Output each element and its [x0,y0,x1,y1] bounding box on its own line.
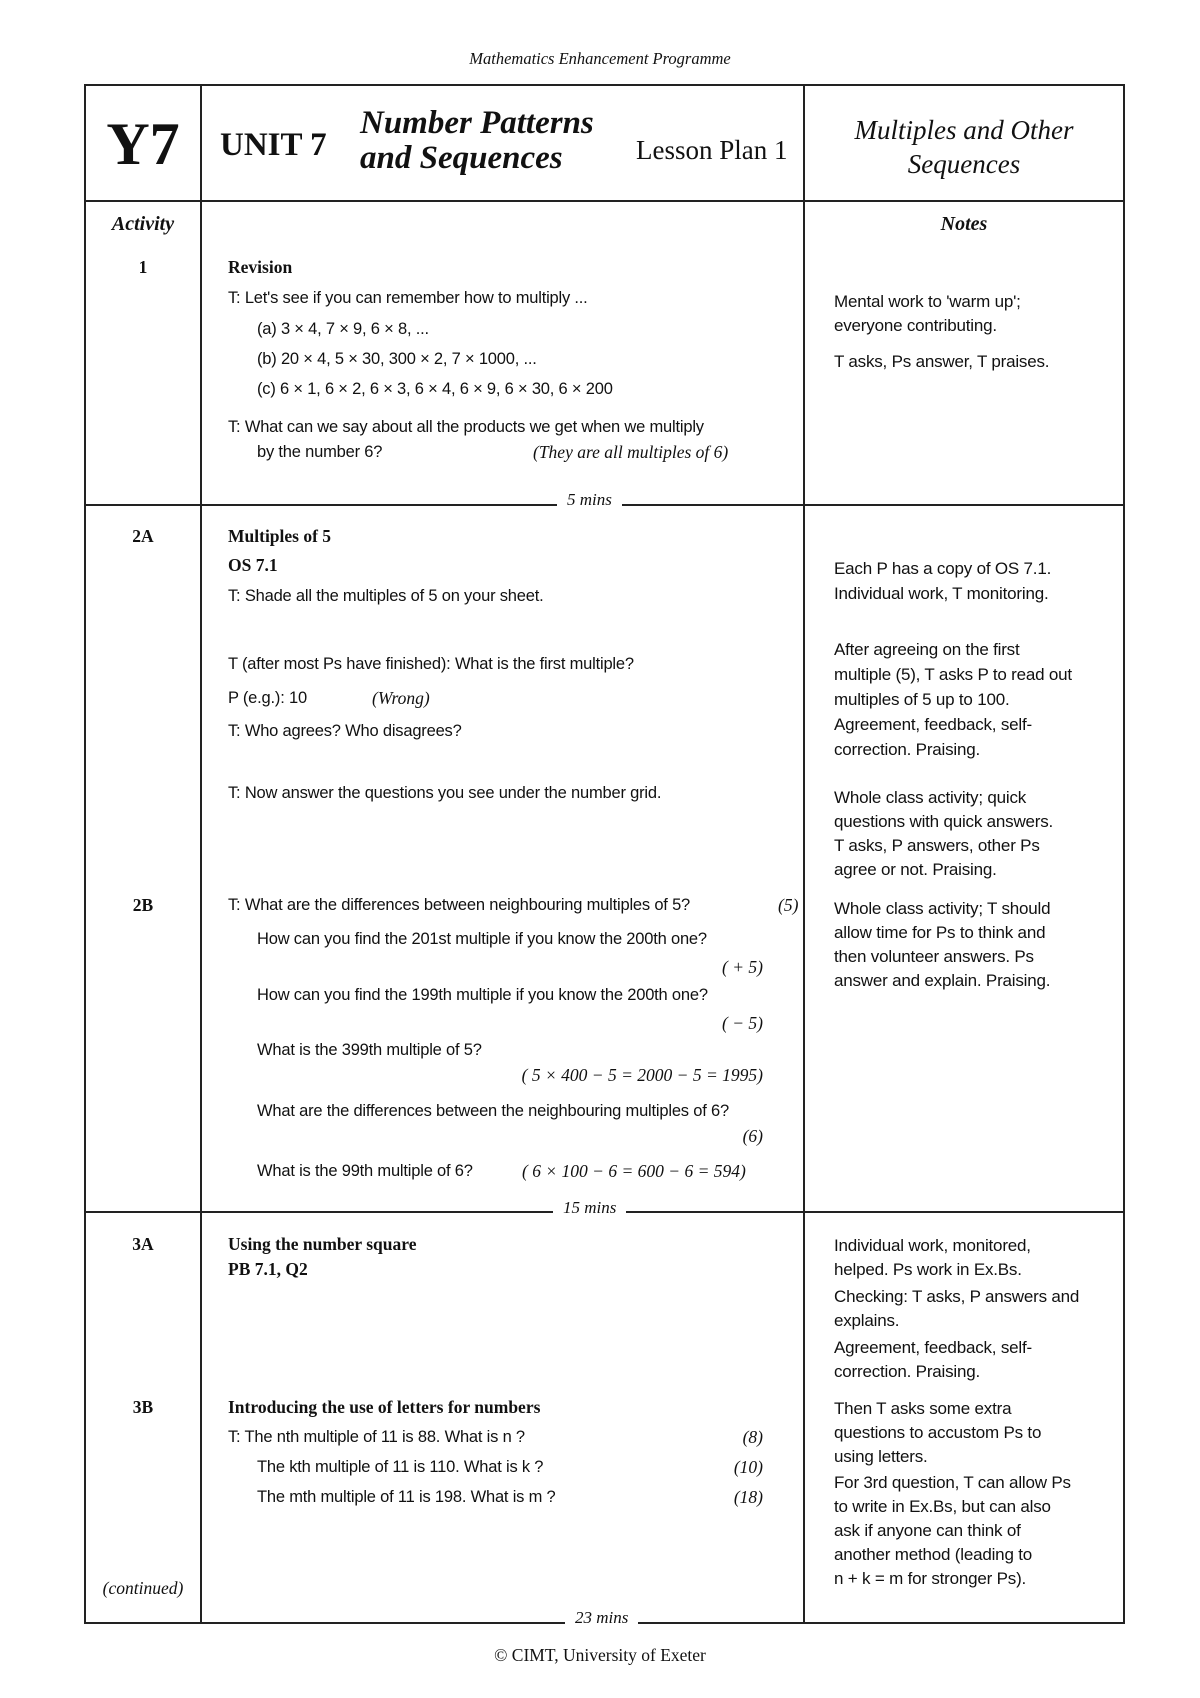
note-line: helped. Ps work in Ex.Bs. [834,1260,1022,1279]
banner-bottom-border [84,200,1125,202]
note-line: After agreeing on the first [834,640,1020,659]
teacher-question: The kth multiple of 11 is 110. What is k ? [257,1458,544,1476]
table-left-border [84,84,86,1623]
teacher-prompt: T: Let's see if you can remember how to multiply ... [228,289,588,307]
topic-line1: Multiples and Other [854,115,1074,145]
year-label: Y7 [106,111,180,177]
note-line: n + k = m for stronger Ps). [834,1569,1027,1588]
note-line: then volunteer answers. Ps [834,947,1034,966]
section-title: Revision [228,257,293,277]
teacher-question: How can you find the 199th multiple if you know the 200th one? [257,986,708,1004]
footer: © CIMT, University of Exeter [494,1645,706,1665]
exercise-b: (b) 20 × 4, 5 × 30, 300 × 2, 7 × 1000, ... [257,350,537,368]
activity-number: 2A [132,526,154,546]
note-line: another method (leading to [834,1545,1032,1564]
notes-header: Notes [940,213,988,235]
lesson-label: Lesson Plan 1 [636,135,788,165]
note-line: Each P has a copy of OS 7.1. [834,559,1052,578]
section-title: Using the number square [228,1234,417,1254]
teacher-prompt: T (after most Ps have finished): What is the first multiple? [228,655,634,673]
note-line: multiples of 5 up to 100. [834,690,1010,709]
teacher-question: How can you find the 201st multiple if you know the 200th one? [257,930,707,948]
note-line: questions with quick answers. [834,812,1054,831]
expected-answer: (10) [733,1457,763,1477]
teacher-question: What are the differences between the neighbouring multiples of 6? [257,1102,729,1120]
expected-answer: ( 5 × 400 − 5 = 2000 − 5 = 1995) [521,1065,763,1085]
teacher-question: T: What are the differences between neighbouring multiples of 5? [228,896,691,914]
note-line: Whole class activity; T should [834,899,1051,918]
note-line: Individual work, monitored, [834,1236,1031,1255]
teacher-question: What is the 399th multiple of 5? [257,1041,482,1059]
note-line: explains. [834,1311,900,1330]
unit-label: UNIT 7 [220,127,327,163]
unit-title-line2: and Sequences [360,140,563,176]
activity-number: 3B [132,1397,154,1417]
note-line: correction. Praising. [834,740,981,759]
exercise-a: (a) 3 × 4, 7 × 9, 6 × 8, ... [257,320,429,338]
expected-answer: (6) [742,1126,763,1146]
note-line: answer and explain. Praising. [834,971,1051,990]
activity-header: Activity [111,213,175,235]
activity-number: 1 [138,257,148,277]
note-line: For 3rd question, T can allow Ps [834,1473,1071,1492]
activity-number: 3A [132,1234,154,1254]
note-line: using letters. [834,1447,928,1466]
note-line: agree or not. Praising. [834,860,997,879]
exercise-c: (c) 6 × 1, 6 × 2, 6 × 3, 6 × 4, 6 × 9, 6 × 30, 6 × 200 [257,380,613,398]
unit-title-line1: Number Patterns [360,105,594,141]
resource-label: OS 7.1 [228,555,278,575]
table-right-border [1123,84,1125,1623]
resource-label: PB 7.1, Q2 [228,1259,308,1279]
time-marker: 23 mins [565,1608,638,1628]
activity-number: 2B [132,895,154,915]
pupil-response-note: (Wrong) [372,688,430,708]
teacher-prompt: T: Now answer the questions you see under the number grid. [228,784,662,802]
teacher-question: What is the 99th multiple of 6? [257,1162,473,1180]
teacher-question: T: The nth multiple of 11 is 88. What is n ? [228,1428,525,1446]
activity-column-divider [200,84,202,1623]
note-line: Mental work to 'warm up'; [834,292,1021,311]
teacher-question-line2: by the number 6? [257,443,383,461]
note-line: everyone contributing. [834,316,997,335]
note-line: Agreement, feedback, self- [834,715,1032,734]
teacher-question: The mth multiple of 11 is 198. What is m ? [257,1488,556,1506]
section-title: Multiples of 5 [228,526,332,546]
note-line: Then T asks some extra [834,1399,1012,1418]
continued-label: (continued) [102,1578,184,1598]
note-line: Checking: T asks, P answers and [834,1287,1080,1306]
expected-answer: (They are all multiples of 6) [533,442,729,462]
time-marker: 15 mins [553,1198,626,1218]
note-line: Agreement, feedback, self- [834,1338,1032,1357]
note-line: correction. Praising. [834,1362,981,1381]
note-line: T asks, P answers, other Ps [834,836,1040,855]
expected-answer: ( − 5) [722,1013,763,1033]
expected-answer: (8) [742,1427,763,1447]
running-header: Mathematics Enhancement Programme [469,49,731,68]
note-line: to write in Ex.Bs, but can also [834,1497,1051,1516]
note-line: questions to accustom Ps to [834,1423,1042,1442]
expected-answer: (5) [778,895,799,915]
section-title: Introducing the use of letters for numbers [228,1397,541,1417]
expected-answer: ( 6 × 100 − 6 = 600 − 6 = 594) [522,1161,746,1181]
teacher-question-line1: T: What can we say about all the products we get when we multiply [228,418,704,436]
note-line: multiple (5), T asks P to read out [834,665,1072,684]
time-marker: 5 mins [557,490,622,510]
note-line: ask if anyone can think of [834,1521,1021,1540]
note-line: Whole class activity; quick [834,788,1027,807]
expected-answer: ( + 5) [722,957,763,977]
teacher-prompt: T: Shade all the multiples of 5 on your sheet. [228,587,544,605]
table-top-border [84,84,1125,86]
topic-line2: Sequences [907,149,1021,179]
notes-column-divider [803,84,805,1623]
teacher-prompt: T: Who agrees? Who disagrees? [228,722,462,740]
pupil-response: P (e.g.): 10 [228,689,307,707]
note-line: Individual work, T monitoring. [834,584,1049,603]
note-line: allow time for Ps to think and [834,923,1046,942]
expected-answer: (18) [733,1487,763,1507]
note-line: T asks, Ps answer, T praises. [834,352,1050,371]
